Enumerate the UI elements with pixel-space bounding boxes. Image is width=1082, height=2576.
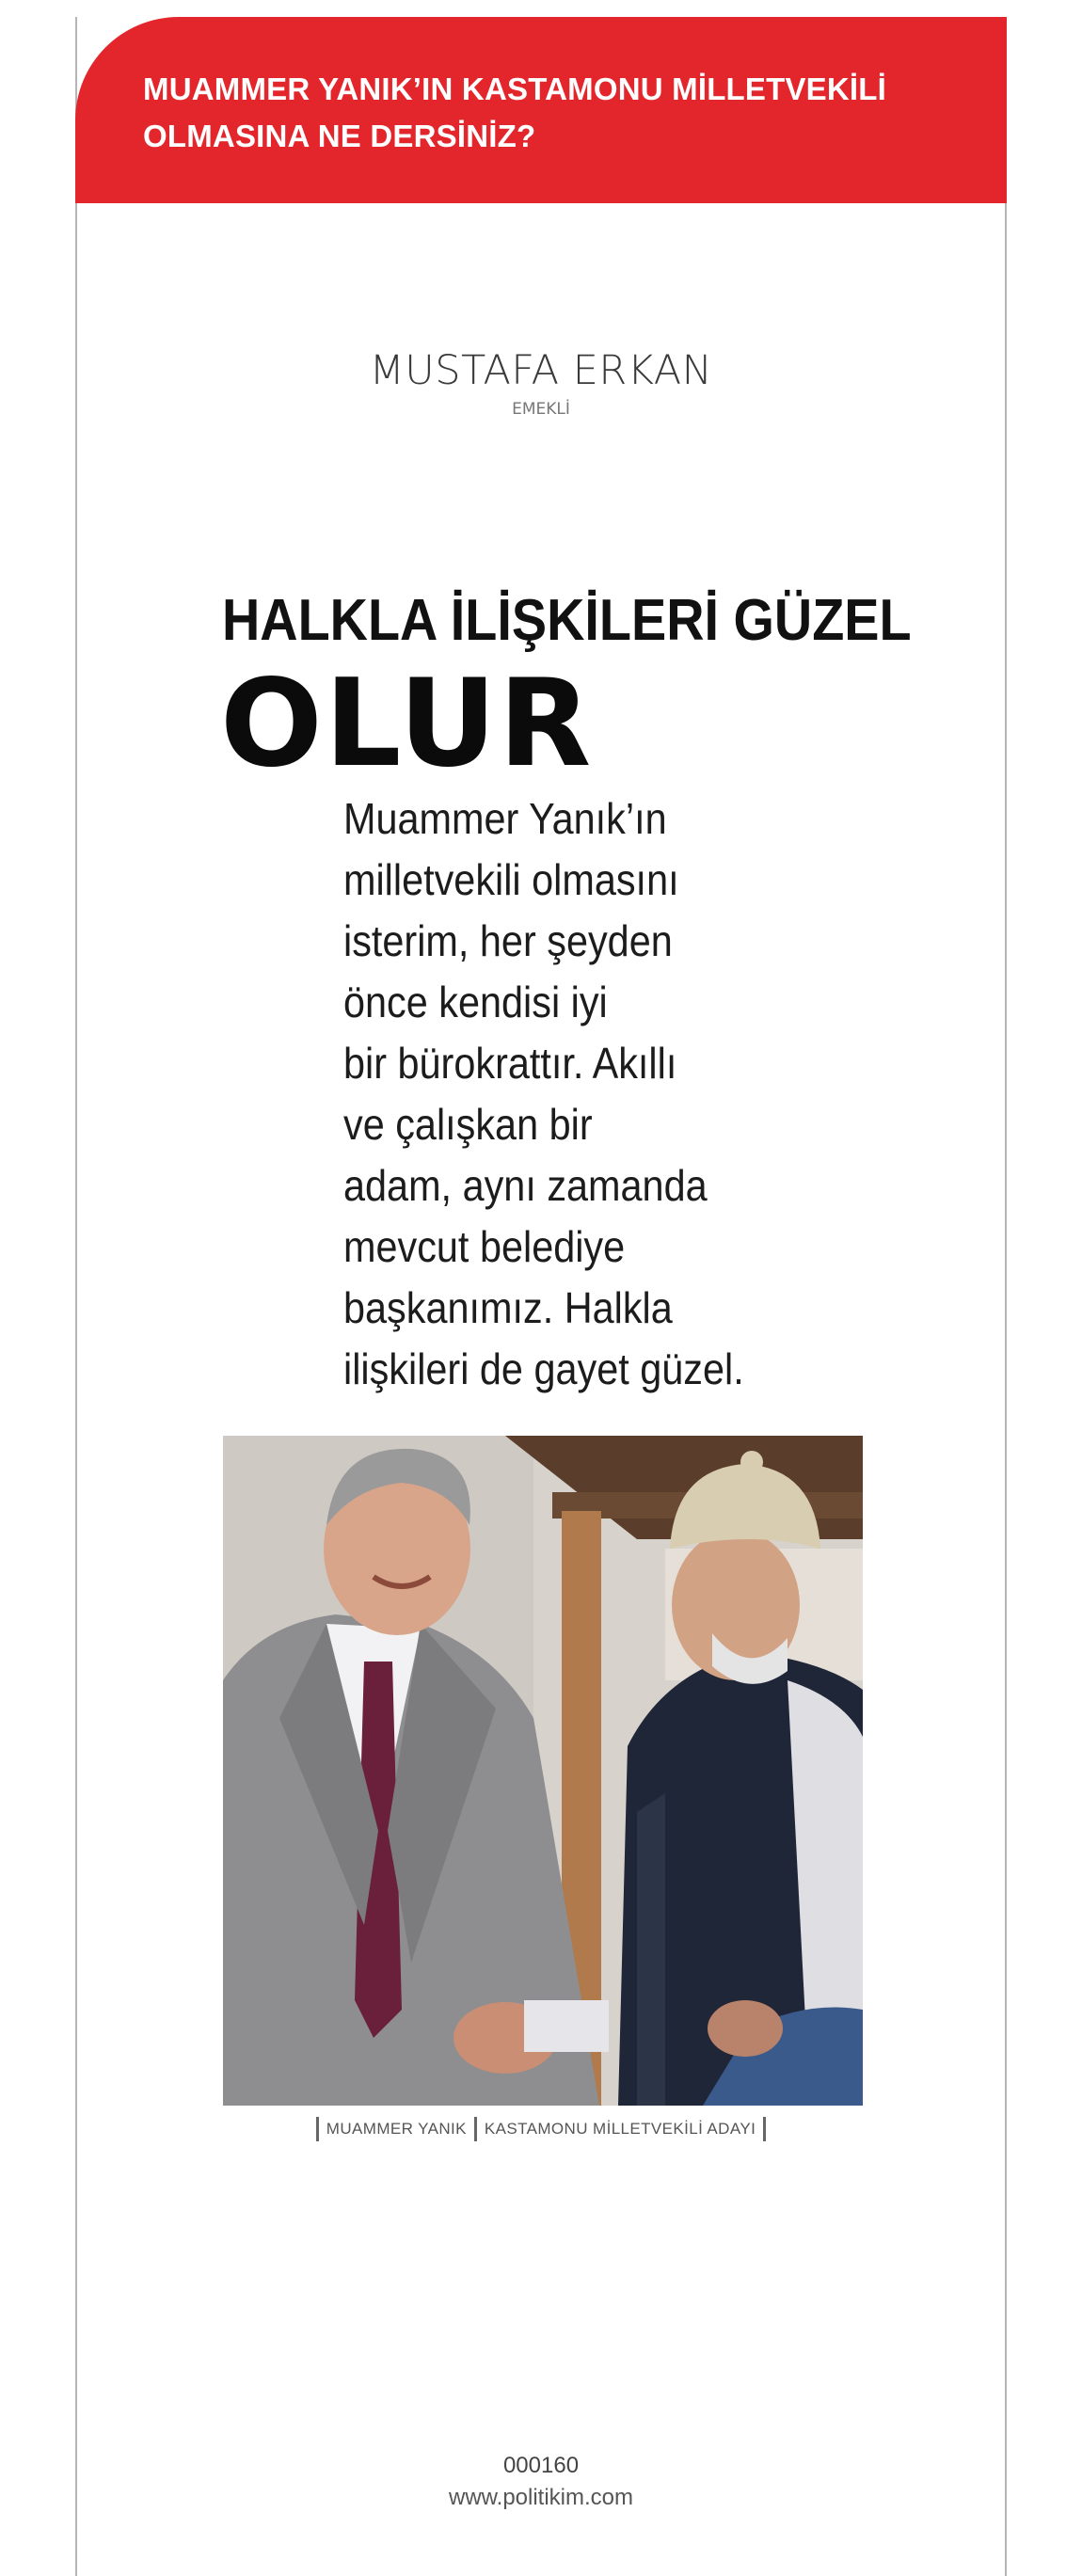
footer <box>0 2450 1082 2514</box>
footer-website-link[interactable]: www.politikim.com <box>448 2485 634 2510</box>
author-block <box>0 346 1082 421</box>
quote-body <box>343 788 786 1400</box>
caption-title: KASTAMONU MİLLETVEKİLİ ADAYI <box>484 2120 756 2138</box>
photo-caption <box>0 2117 1082 2141</box>
footer-code: 000160 <box>502 2453 580 2478</box>
quote-line: adam, aynı zamanda <box>343 1161 708 1210</box>
caption-divider <box>316 2117 319 2141</box>
quote-line: bir bürokrattır. Akıllı <box>343 1039 677 1088</box>
candidate-photo <box>223 1436 863 2106</box>
quote-line: önce kendisi iyi <box>343 978 608 1026</box>
headline-line-1: HALKLA İLİŞKİLERİ GÜZEL <box>222 588 912 653</box>
quote-line: mevcut belediye <box>343 1222 626 1271</box>
header-title-line-2: OLMASINA NE DERSİNİZ? <box>143 119 536 153</box>
quote-line: ilişkileri de gayet güzel. <box>343 1344 744 1393</box>
author-name: MUSTAFA ERKAN <box>369 347 713 394</box>
headline-line-2: OLUR <box>220 654 594 794</box>
header-title-line-1: MUAMMER YANIK’IN KASTAMONU MİLLETVEKİLİ <box>143 72 887 106</box>
author-role: EMEKLİ <box>512 400 570 419</box>
header-banner <box>75 17 1007 203</box>
quote-line: Muammer Yanık’ın <box>343 794 667 843</box>
quote-line: başkanımız. Halkla <box>343 1283 673 1332</box>
quote-line: milletvekili olmasını <box>343 855 679 904</box>
caption-divider <box>763 2117 766 2141</box>
caption-divider <box>474 2117 477 2141</box>
quote-line: isterim, her şeyden <box>343 916 673 965</box>
caption-name: MUAMMER YANIK <box>326 2120 467 2138</box>
quote-line: ve çalışkan bir <box>343 1100 593 1149</box>
header-title <box>143 66 971 160</box>
